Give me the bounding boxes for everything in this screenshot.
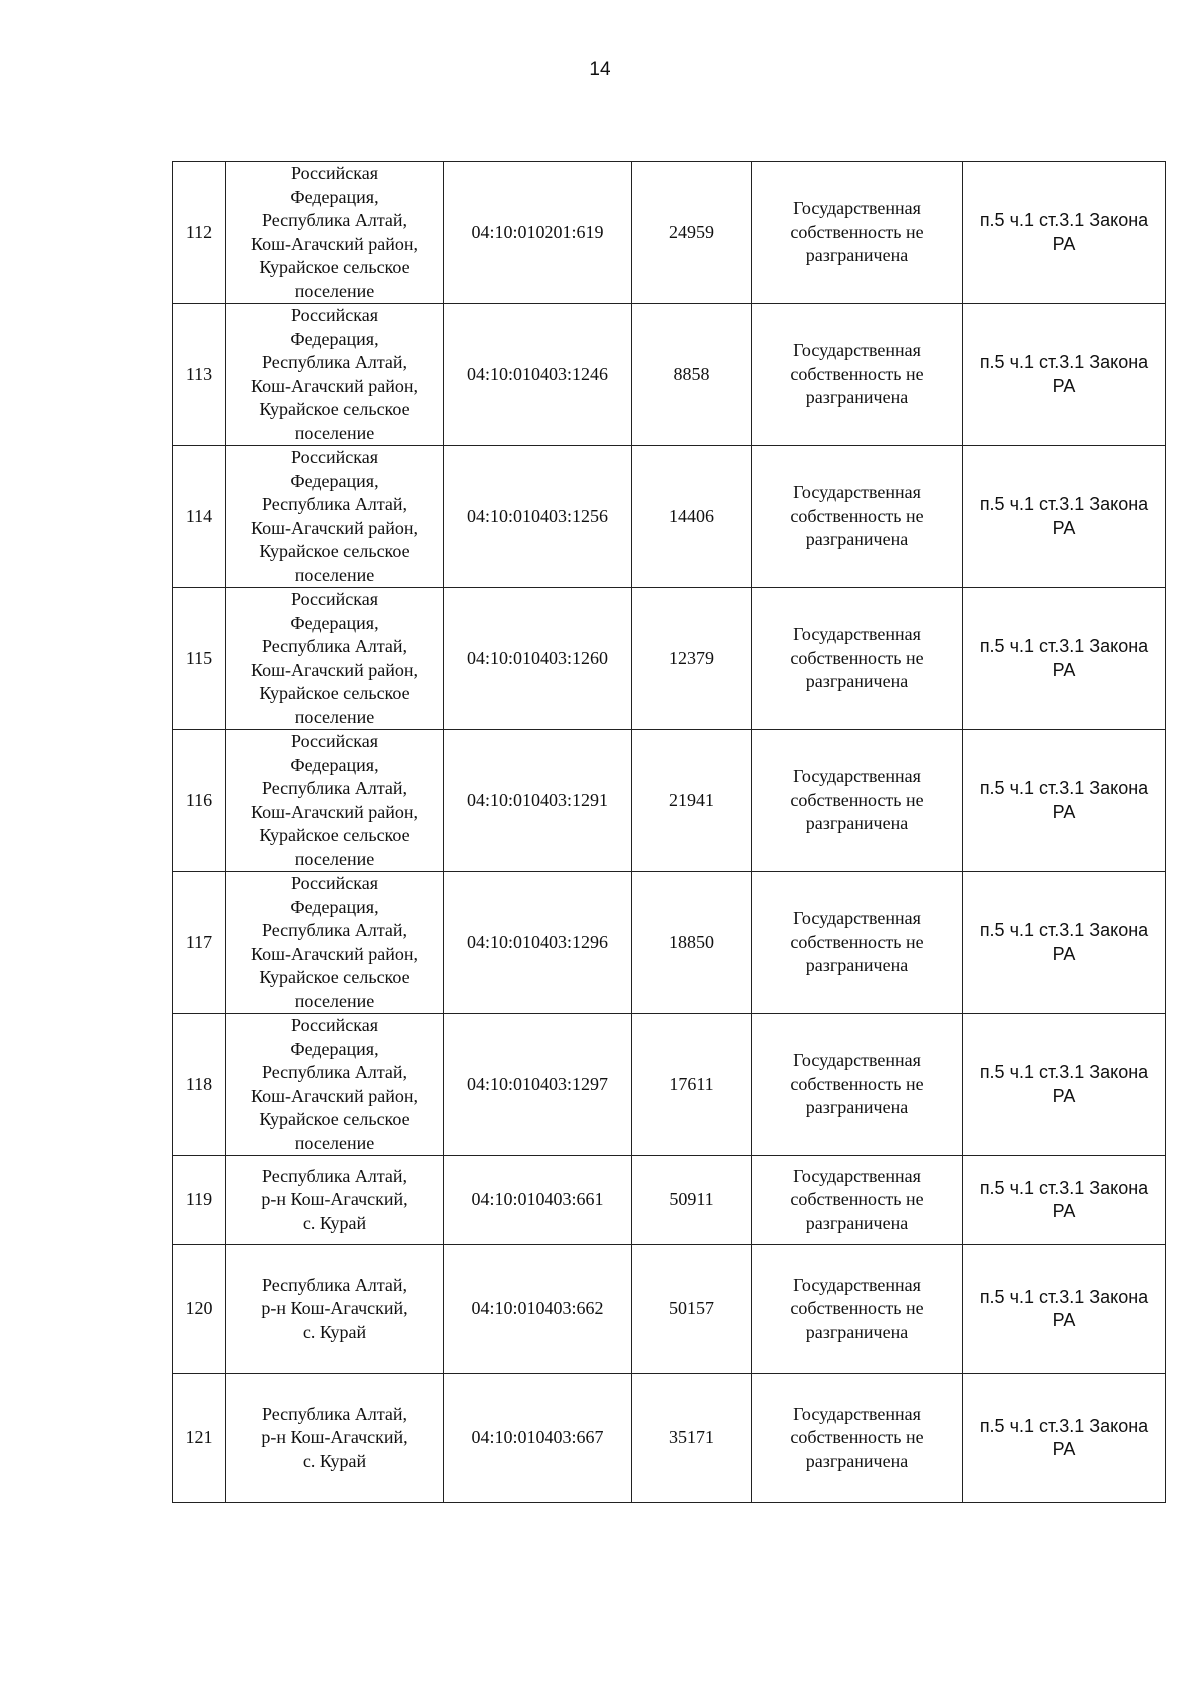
cell-line: разграничена bbox=[805, 1450, 909, 1471]
cell-line: РА bbox=[1052, 233, 1076, 254]
table-row bbox=[173, 162, 1166, 304]
ownership-cell bbox=[752, 446, 963, 588]
cell-line: с. Курай bbox=[302, 1450, 367, 1471]
ownership-cell bbox=[752, 304, 963, 446]
cell-line: п.5 ч.1 ст.3.1 Закона bbox=[979, 1415, 1149, 1436]
address-cell bbox=[226, 1156, 444, 1245]
table-row bbox=[173, 1014, 1166, 1156]
cell-line: разграничена bbox=[805, 1212, 909, 1233]
cell-line: Государственная bbox=[793, 482, 921, 503]
cell-line: собственность не bbox=[790, 363, 924, 384]
cell-line: с. Курай bbox=[302, 1321, 367, 1342]
cell-line: собственность не bbox=[790, 1298, 924, 1319]
cell-line: Курайское сельское bbox=[259, 257, 410, 277]
cell-line: Республика Алтай, bbox=[261, 494, 408, 514]
area-cell: 24959 bbox=[632, 162, 752, 304]
cell-line: п.5 ч.1 ст.3.1 Закона bbox=[979, 636, 1149, 656]
cell-line: Республика Алтай, bbox=[261, 1062, 408, 1082]
cadastral-number-cell: 04:10:010403:1246 bbox=[444, 304, 632, 446]
cell-line: разграничена bbox=[805, 1321, 909, 1342]
cell-line: Государственная bbox=[793, 908, 921, 929]
cell-line: разграничена bbox=[805, 955, 909, 976]
cell-line: Федерация, bbox=[290, 470, 379, 491]
cell-line: РА bbox=[1052, 517, 1076, 538]
cell-line: Государственная bbox=[793, 1274, 921, 1295]
cell-line: Российская bbox=[291, 305, 378, 325]
address-cell bbox=[226, 1374, 444, 1503]
cell-line: Кош-Агачский район, bbox=[251, 375, 418, 396]
ownership-cell bbox=[752, 1014, 963, 1156]
cell-line: РА bbox=[1052, 659, 1076, 680]
address-cell bbox=[226, 304, 444, 446]
cell-line: собственность не bbox=[790, 1427, 924, 1448]
cadastral-number-cell: 04:10:010403:661 bbox=[444, 1156, 632, 1245]
cell-line: Государственная bbox=[793, 1165, 921, 1186]
cell-line: РА bbox=[1052, 375, 1076, 396]
legal-basis-cell bbox=[963, 304, 1166, 446]
cell-line: разграничена bbox=[805, 1097, 909, 1118]
cell-line: собственность не bbox=[790, 505, 924, 526]
page-number: 14 bbox=[589, 59, 611, 80]
cell-line: РА bbox=[1052, 1201, 1076, 1221]
table-row bbox=[173, 1245, 1166, 1374]
cell-line: Федерация, bbox=[290, 328, 379, 349]
cell-line: п.5 ч.1 ст.3.1 Закона bbox=[979, 1286, 1149, 1307]
row-number-cell: 115 bbox=[173, 588, 226, 730]
address-cell bbox=[226, 1014, 444, 1156]
cell-line: п.5 ч.1 ст.3.1 Закона bbox=[979, 1177, 1149, 1198]
cell-line: Республика Алтай, bbox=[261, 636, 408, 656]
ownership-cell bbox=[752, 1374, 963, 1503]
address-cell bbox=[226, 872, 444, 1014]
cell-line: Государственная bbox=[793, 766, 921, 787]
row-number-cell: 112 bbox=[173, 162, 226, 304]
cell-line: Государственная bbox=[793, 198, 921, 219]
cell-line: п.5 ч.1 ст.3.1 Закона bbox=[979, 1062, 1149, 1082]
cell-line: разграничена bbox=[805, 813, 909, 834]
area-cell: 14406 bbox=[632, 446, 752, 588]
address-cell bbox=[226, 446, 444, 588]
area-cell: 18850 bbox=[632, 872, 752, 1014]
cell-line: Российская bbox=[291, 1015, 378, 1035]
row-number-cell: 117 bbox=[173, 872, 226, 1014]
cell-line: р-н Кош-Агачский, bbox=[261, 1189, 408, 1210]
address-cell bbox=[226, 588, 444, 730]
cell-line: поселение bbox=[294, 990, 375, 1011]
cell-line: п.5 ч.1 ст.3.1 Закона bbox=[979, 920, 1149, 940]
cell-line: поселение bbox=[294, 848, 375, 869]
cell-line: Российская bbox=[291, 589, 378, 609]
cell-line: разграничена bbox=[805, 245, 909, 266]
cell-line: Республика Алтай, bbox=[261, 1165, 408, 1186]
cell-line: Федерация, bbox=[290, 896, 379, 917]
cell-line: Курайское сельское bbox=[259, 825, 410, 845]
cadastral-number-cell: 04:10:010403:667 bbox=[444, 1374, 632, 1503]
cell-line: р-н Кош-Агачский, bbox=[261, 1427, 408, 1448]
legal-basis-cell bbox=[963, 872, 1166, 1014]
table-body bbox=[173, 162, 1166, 1503]
cell-line: р-н Кош-Агачский, bbox=[261, 1298, 408, 1319]
cell-line: Федерация, bbox=[290, 1038, 379, 1059]
cell-line: РА bbox=[1052, 801, 1076, 822]
row-number-cell: 114 bbox=[173, 446, 226, 588]
cell-line: Республика Алтай, bbox=[261, 352, 408, 372]
cell-line: поселение bbox=[294, 422, 375, 443]
cell-line: п.5 ч.1 ст.3.1 Закона bbox=[979, 778, 1149, 798]
cell-line: Государственная bbox=[793, 1403, 921, 1424]
cell-line: поселение bbox=[294, 280, 375, 301]
cell-line: Государственная bbox=[793, 340, 921, 361]
cell-line: Курайское сельское bbox=[259, 1109, 410, 1129]
cell-line: Республика Алтай, bbox=[261, 210, 408, 230]
table-row bbox=[173, 1374, 1166, 1503]
land-plots-table bbox=[172, 161, 1166, 1503]
cadastral-number-cell: 04:10:010403:662 bbox=[444, 1245, 632, 1374]
cell-line: Республика Алтай, bbox=[261, 1403, 408, 1424]
cell-line: п.5 ч.1 ст.3.1 Закона bbox=[979, 352, 1149, 372]
cadastral-number-cell: 04:10:010403:1291 bbox=[444, 730, 632, 872]
cell-line: Курайское сельское bbox=[259, 683, 410, 703]
ownership-cell bbox=[752, 162, 963, 304]
cell-line: разграничена bbox=[805, 387, 909, 408]
legal-basis-cell bbox=[963, 1245, 1166, 1374]
cell-line: собственность не bbox=[790, 1189, 924, 1210]
cadastral-number-cell: 04:10:010403:1260 bbox=[444, 588, 632, 730]
ownership-cell bbox=[752, 588, 963, 730]
address-cell bbox=[226, 1245, 444, 1374]
cell-line: РА bbox=[1052, 1310, 1076, 1330]
legal-basis-cell bbox=[963, 1156, 1166, 1245]
area-cell: 17611 bbox=[632, 1014, 752, 1156]
ownership-cell bbox=[752, 1245, 963, 1374]
cell-line: Республика Алтай, bbox=[261, 778, 408, 798]
cell-line: собственность не bbox=[790, 789, 924, 810]
cell-line: Государственная bbox=[793, 624, 921, 645]
cell-line: поселение bbox=[294, 706, 375, 727]
legal-basis-cell bbox=[963, 588, 1166, 730]
cell-line: с. Курай bbox=[302, 1212, 367, 1233]
area-cell: 50911 bbox=[632, 1156, 752, 1245]
cell-line: Кош-Агачский район, bbox=[251, 943, 418, 964]
row-number-cell: 119 bbox=[173, 1156, 226, 1245]
row-number-cell: 121 bbox=[173, 1374, 226, 1503]
cell-line: Российская bbox=[291, 447, 378, 467]
area-cell: 35171 bbox=[632, 1374, 752, 1503]
cell-line: Кош-Агачский район, bbox=[251, 233, 418, 254]
ownership-cell bbox=[752, 730, 963, 872]
legal-basis-cell bbox=[963, 446, 1166, 588]
cell-line: собственность не bbox=[790, 931, 924, 952]
cell-line: Государственная bbox=[793, 1050, 921, 1071]
cell-line: Курайское сельское bbox=[259, 541, 410, 561]
table-row bbox=[173, 1156, 1166, 1245]
cadastral-number-cell: 04:10:010201:619 bbox=[444, 162, 632, 304]
cell-line: РА bbox=[1052, 1439, 1076, 1459]
row-number-cell: 120 bbox=[173, 1245, 226, 1374]
cell-line: собственность не bbox=[790, 647, 924, 668]
area-cell: 8858 bbox=[632, 304, 752, 446]
cell-line: Российская bbox=[291, 731, 378, 751]
table-row bbox=[173, 730, 1166, 872]
cell-line: Кош-Агачский район, bbox=[251, 517, 418, 538]
ownership-cell bbox=[752, 1156, 963, 1245]
address-cell bbox=[226, 162, 444, 304]
cell-line: собственность не bbox=[790, 221, 924, 242]
cadastral-number-cell: 04:10:010403:1297 bbox=[444, 1014, 632, 1156]
cell-line: Республика Алтай, bbox=[261, 1274, 408, 1295]
area-cell: 50157 bbox=[632, 1245, 752, 1374]
row-number-cell: 113 bbox=[173, 304, 226, 446]
cell-line: разграничена bbox=[805, 529, 909, 550]
cell-line: Курайское сельское bbox=[259, 399, 410, 419]
area-cell: 21941 bbox=[632, 730, 752, 872]
cell-line: Кош-Агачский район, bbox=[251, 801, 418, 822]
cell-line: собственность не bbox=[790, 1073, 924, 1094]
legal-basis-cell bbox=[963, 1374, 1166, 1503]
cadastral-number-cell: 04:10:010403:1296 bbox=[444, 872, 632, 1014]
row-number-cell: 118 bbox=[173, 1014, 226, 1156]
cell-line: Республика Алтай, bbox=[261, 920, 408, 940]
cell-line: Российская bbox=[291, 163, 378, 183]
cell-line: Кош-Агачский район, bbox=[251, 659, 418, 680]
address-cell bbox=[226, 730, 444, 872]
cell-line: Курайское сельское bbox=[259, 967, 410, 987]
legal-basis-cell bbox=[963, 730, 1166, 872]
legal-basis-cell bbox=[963, 1014, 1166, 1156]
area-cell: 12379 bbox=[632, 588, 752, 730]
cell-line: Федерация, bbox=[290, 612, 379, 633]
legal-basis-cell bbox=[963, 162, 1166, 304]
cell-line: п.5 ч.1 ст.3.1 Закона bbox=[979, 210, 1149, 230]
table-row bbox=[173, 446, 1166, 588]
cell-line: Федерация, bbox=[290, 186, 379, 207]
cell-line: Российская bbox=[291, 873, 378, 893]
row-number-cell: 116 bbox=[173, 730, 226, 872]
cell-line: Кош-Агачский район, bbox=[251, 1085, 418, 1106]
table-row bbox=[173, 304, 1166, 446]
cell-line: РА bbox=[1052, 943, 1076, 964]
cell-line: Федерация, bbox=[290, 754, 379, 775]
cadastral-number-cell: 04:10:010403:1256 bbox=[444, 446, 632, 588]
table-row bbox=[173, 872, 1166, 1014]
table-row bbox=[173, 588, 1166, 730]
cell-line: п.5 ч.1 ст.3.1 Закона bbox=[979, 494, 1149, 514]
ownership-cell bbox=[752, 872, 963, 1014]
cell-line: поселение bbox=[294, 564, 375, 585]
cell-line: разграничена bbox=[805, 671, 909, 692]
cell-line: поселение bbox=[294, 1132, 375, 1153]
cell-line: РА bbox=[1052, 1085, 1076, 1106]
